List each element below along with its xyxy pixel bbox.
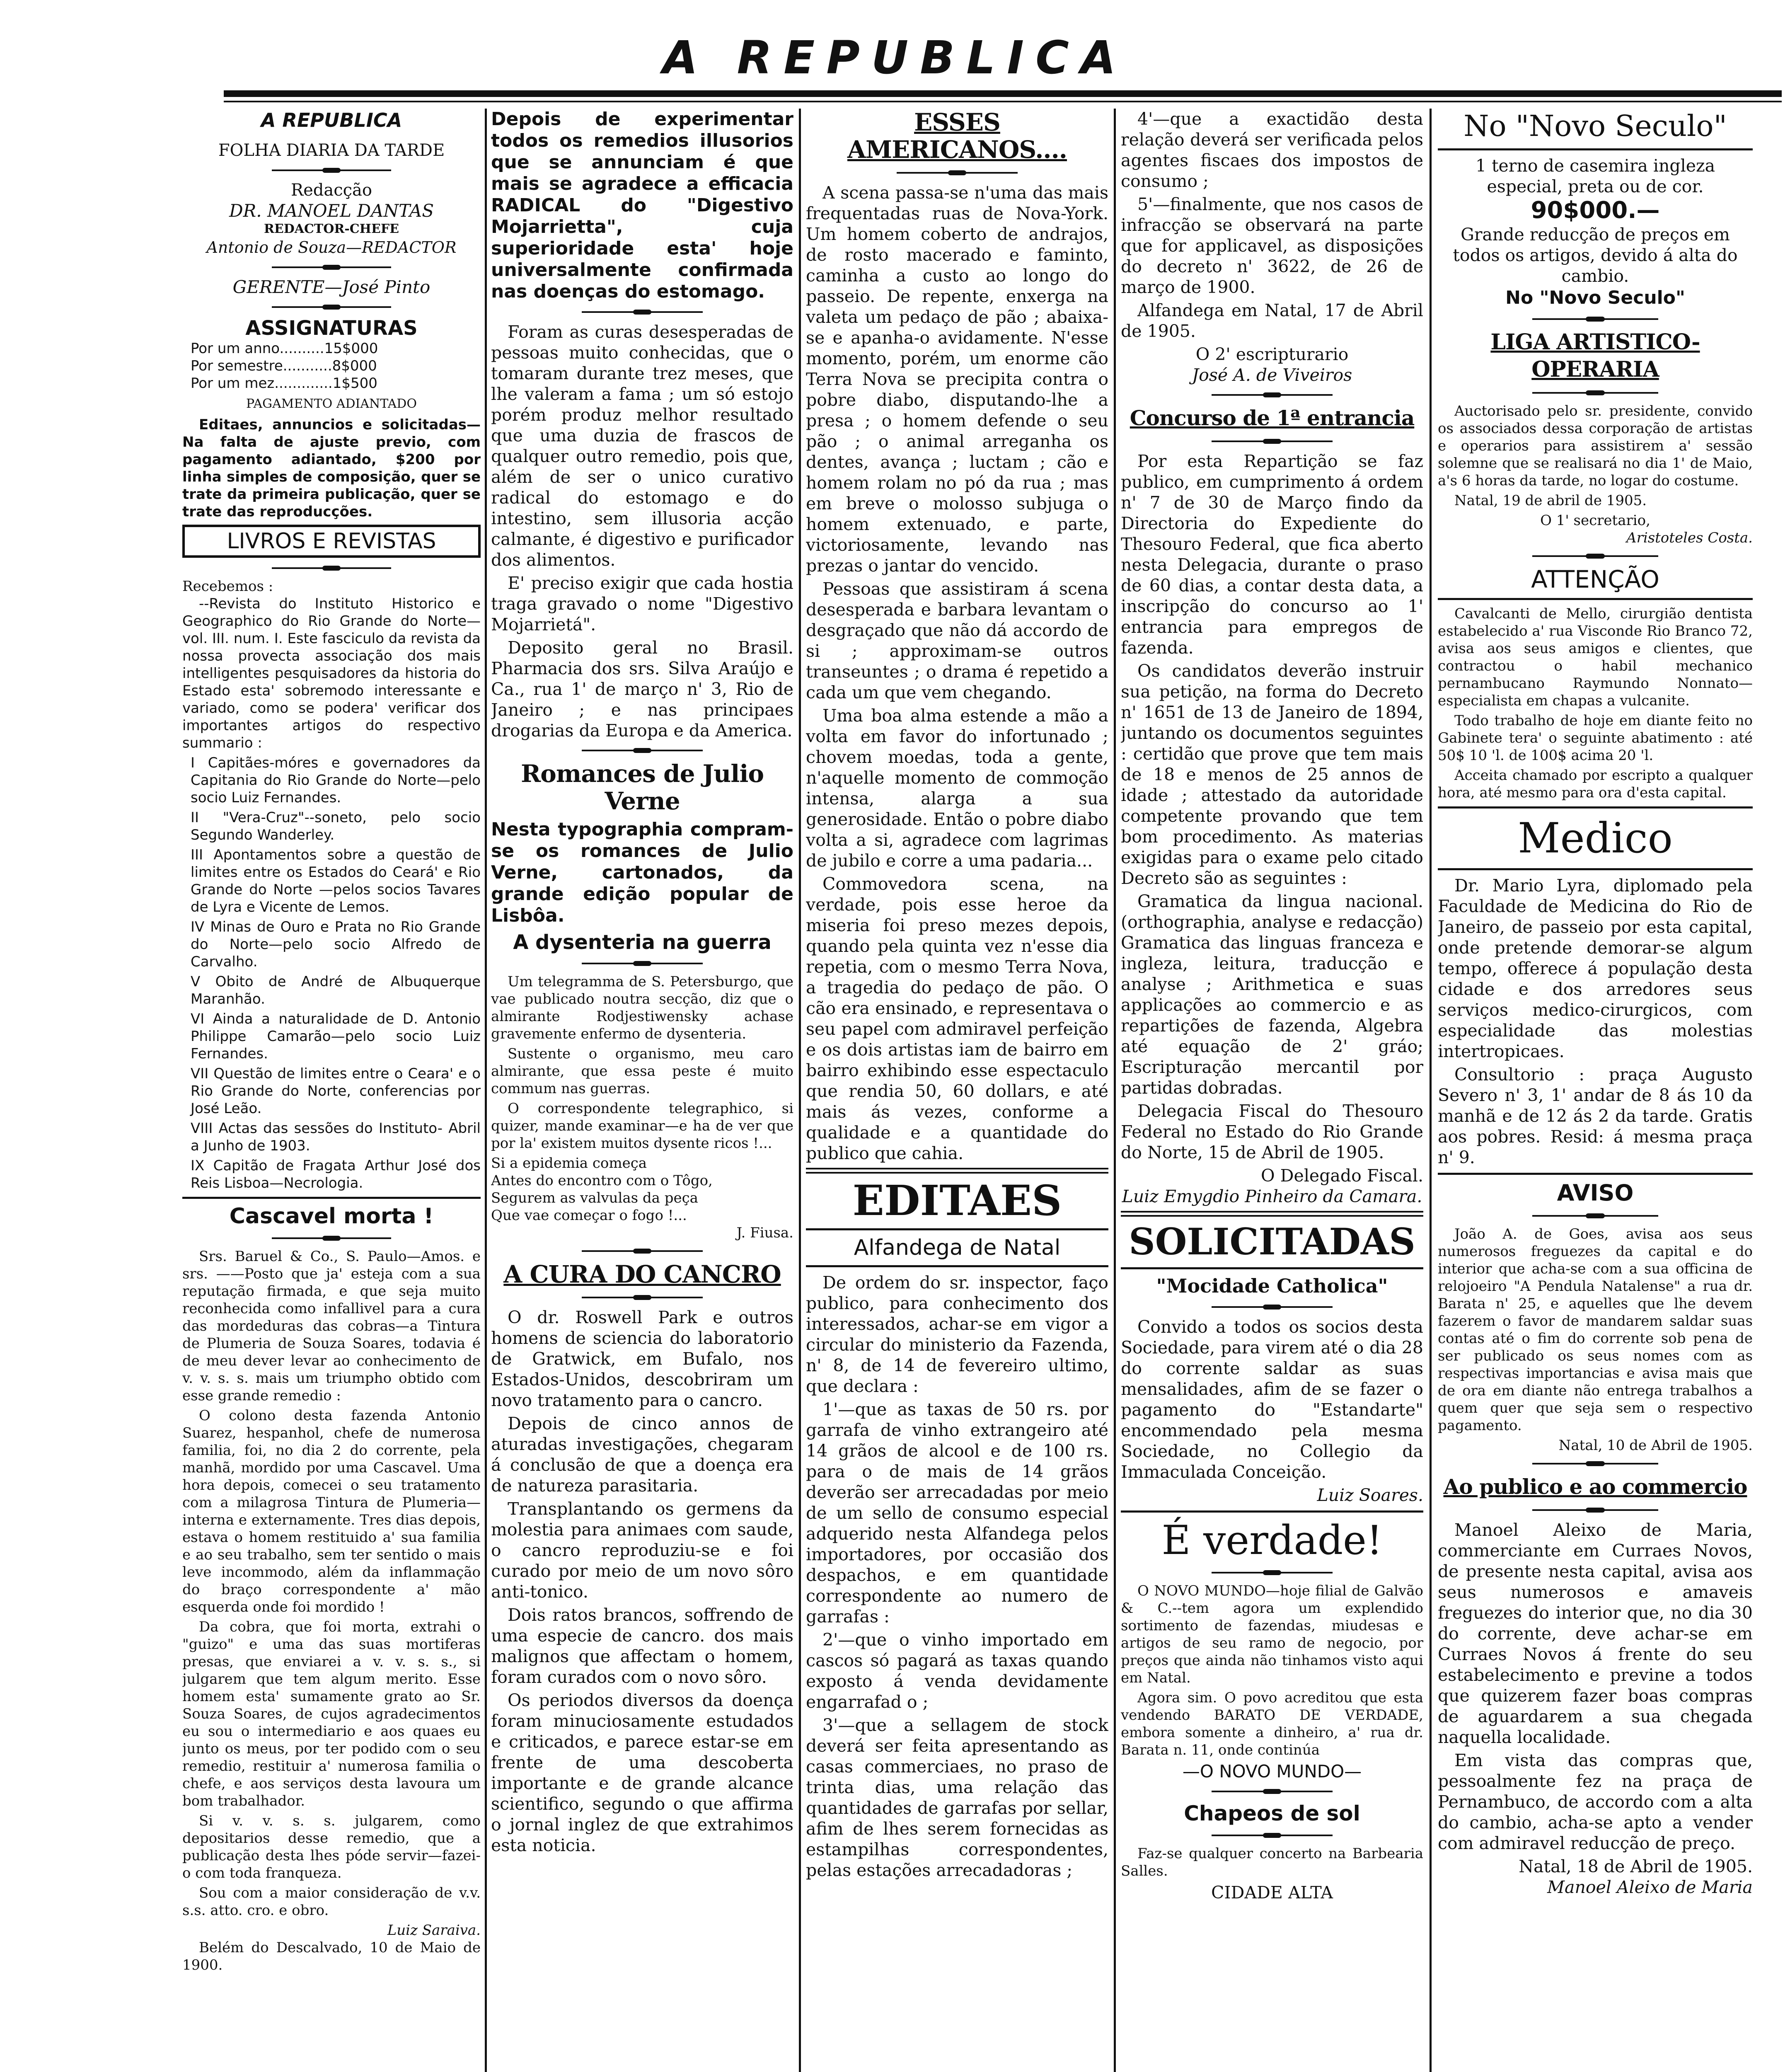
julio-verne-title: Romances de Julio Verne [520,760,764,815]
americanos-p1: A scena passa-se n'uma das mais frequentadas ruas de Nova-York. Um homem coberto de andrajos, de rosto macerado e faminto, caminha a custo ao longo do passeio. De repente, enxerga na valeta um pedaço de pão ; abaixa-se e apanha-o avidamente. N'esse momento, porém, um enorme cão Terra Nova se precipita contra o pobre diabo, disputando-lhe a presa ; o homem defende o seu pão ; o animal arreganha os dentes, avança ; luctam ; cão e homem rolam no pó da rua ; mas em breve o molosso subjuga o homem extenuado, e parte, victoriosamente, levando nas prezas o jantar do vencido. [806,183,1108,576]
director-name: DR. MANOEL DANTAS [229,201,434,221]
editaes-title: EDITAES [852,1176,1062,1225]
assign-row: Por semestre...........8$000 [191,358,377,374]
poem-line: Si a epidemia começa [491,1155,647,1172]
liga-signature-role: O 1' secretario, [1540,512,1650,529]
summary-item: VII Questão de limites entre o Ceara' e o Rio Grande do Norte, conferencias por José Leão. [191,1065,481,1117]
assign-row: Por um anno..........15$000 [191,340,378,357]
alfandega-title: Alfandega de Natal [854,1235,1061,1260]
separator [182,1232,481,1244]
summary-item: V Obito de André de Albuquerque Maranhão. [191,973,481,1007]
separator [1438,550,1753,562]
redaccao-label: Redacção [291,181,372,200]
separator [1438,1457,1753,1470]
cancro-p5: Os periodos diversos da doença foram minuciosamente estudados e criticados, e parece estar-se em frente de uma descoberta importante e de grande alcance scientifico, segundo o que affirma o jornal inglez de que extrahimos esta noticia. [491,1690,793,1855]
redactor-chefe-label: REDACTOR-CHEFE [264,222,399,236]
attencao-p1: Cavalcanti de Mello, cirurgião dentista estabelecido a' rua Visconde Rio Branco 72, avisa aos seus amigos e clientes, que contractou o habil mechanico pernambucano Raymundo Nonnato—especialista em chapas a vulcanite. [1438,605,1753,709]
separator [1121,1785,1423,1798]
dysenteria-p1: Um telegramma de S. Petersburgo, que vae publicado noutra secção, diz que o almirante Rodjestiwensky achase gravemente enfermo de dysenteria. [491,973,793,1042]
summary-item: VIII Actas das sessões do Instituto- Abril a Junho de 1903. [191,1120,481,1154]
rule [1438,1173,1753,1175]
chapeos-title: Chapeos de sol [1184,1801,1360,1825]
publico-date: Natal, 18 de Abril de 1905. [1519,1857,1753,1876]
pagamento-label: PAGAMENTO ADIANTADO [246,397,417,411]
alfandega-p5: 4'—que a exactidão desta relação deverá ser verificada pelos agentes fiscaes dos impostos de consumo ; [1121,109,1423,191]
novo-seculo-title: No "Novo Seculo" [1463,109,1727,143]
column-2 [491,109,793,2072]
solicitadas-title: SOLICITADAS [1129,1220,1415,1263]
cancro-p2: Depois de cinco annos de aturadas investigações, chegaram á conclusão de que a doença era de natureza parasitaria. [491,1414,793,1496]
medico-p1: Dr. Mario Lyra, diplomado pela Faculdade de Medicina do Rio de Janeiro, de passeio por esta capital, onde pretende demorar-se algum tempo, offerece á população desta cidade e dos arredores seus serviços medico-cirurgicos, com especialidade das molestias intertropicaes. [1438,876,1753,1061]
cascavel-p4: Si v. v. s. s. julgarem, como depositarios desse remedio, que a publicação desta lhes póde servir—fazei-o com toda franqueza. [182,1813,481,1881]
recebemos-label: Recebemos : [182,578,273,595]
cascavel-p1: Srs. Baruel & Co., S. Paulo—Amos. e srs. ——Posto que ja' esteja com a sua reputação firmada, e que seja muito reconhecida como infallivel para a cura das mordeduras das cobras—a Tintura de Plumeria de Souza Soares, todavia é de meu dever levar ao conhecimento de v. v. s. s. mais um triumpho obtido com esse grande remedio : [182,1248,481,1404]
rule [1121,1510,1423,1513]
digestivo-headline: Depois de experimentar todos os remedios illusorios que se annunciam é que mais se agradece a efficacia RADICAL do "Digestivo Mojarrietta", cuja superioridade esta' hoje universalmente confirmada nas doenças do estomago. [491,109,793,302]
alfandega-p6: 5'—finalmente, que nos casos de infracção se observará na parte que for applicavel, as disposições do decreto n' 3622, de 26 de março de 1900. [1121,194,1423,297]
separator [1121,1829,1423,1842]
concurso-signature-name: Luiz Emygdio Pinheiro da Camara. [1122,1186,1422,1206]
summary-item: VI Ainda a naturalidade de D. Antonio Philippe Camarão—pelo socio Luiz Fernandes. [191,1011,481,1062]
poem-line: Antes do encontro com o Tôgo, [491,1172,713,1189]
concurso-p2: Os candidatos deverão instruir sua petição, na forma do Decreto n' 1651 de 13 de Janeiro de 1894, juntando os documentos seguintes : certidão que prove que tem mais de 18 e menos de 25 annos de idade ; attestado da autoridade competente provando que tem bom procedimento. As materias exigidas para o exame pelo citado Decreto são as seguintes : [1121,661,1423,888]
rule [806,1228,1108,1230]
americanos-p3: Uma boa alma estende a mão a volta em favor do infortunado ; chovem moedas, toda a gente, n'aquelle momento de commoção intensa, alarga a sua generosidade. Então o pobre diabo volta a si, agradece com lagrimas de jubilo e corre a uma padaria... [806,706,1108,871]
julio-verne-text: Nesta typographia compram-se os romances de Julio Verne, cartonados, da grande edição popular de Lisbôa. [491,819,793,926]
separator [182,301,481,313]
cancro-p1: O dr. Roswell Park e outros homens de sciencia do laboratorio de Gratwick, em Bufalo, nos Estados-Unidos, descobriram um novo tratamento para o cancro. [491,1307,793,1410]
rule [1438,148,1753,150]
cancro-title: A CURA DO CANCRO [503,1260,781,1288]
alfandega-signature-role: O 2' escripturario [1195,344,1349,364]
column-divider [1114,109,1116,2072]
masthead-rule-thin [224,101,1782,102]
alfandega-date: Alfandega em Natal, 17 de Abril de 1905. [1121,300,1423,341]
rule [1121,1267,1423,1269]
column-divider [1430,109,1432,2072]
gerente-name: GERENTE—José Pinto [232,277,431,297]
rule [1438,868,1753,870]
alfandega-p4: 3'—que a sellagem de stock deverá ser feita apresentando as casas commerciaes, no praso de trinta dias, uma relação das quantidades de garrafas por sellar, afim de lhes serem fornecidas as estampilhas correspondentes, pelas estações arrecadadoras ; [806,1715,1108,1880]
summary-item: IV Minas de Ouro e Prata no Rio Grande do Norte—pelo socio Alfredo de Carvalho. [191,919,481,970]
separator [182,562,481,574]
cascavel-p2: O colono desta fazenda Antonio Suarez, hespanhol, chefe de numerosa familia, foi, no dia 2 do corrente, pela manhã, mordido por uma Cascavel. Uma hora depois, comecei o seu tratamento com a milagrosa Tintura de Plumeria—interna e externamente. Tres dias depois, estava o homem restituido a' sua familia e ao seu trabalho, sem ter sentido o mais leve incommodo, além da inflammação do braço correspondente a' mão esquerda onde foi mordido ! [182,1407,481,1615]
separator [491,744,793,757]
alfandega-signature-name: José A. de Viveiros [1192,365,1352,385]
dysenteria-title: A dysenteria na guerra [513,931,772,954]
assign-row: Por um mez.............1$500 [191,375,377,392]
aviso-title: AVISO [1557,1180,1634,1206]
concurso-signature-role: O Delegado Fiscal. [1261,1166,1423,1186]
publico-title: Ao publico e ao commercio [1443,1474,1747,1499]
cascavel-p3: Da cobra, que foi morta, extrahi o "guizo" e uma das suas mortiferas presas, que enviarei a v. v. s. s., si julgarem que tem algum merito. Esse homem esta' sumamente grato ao Sr. Souza Soares, de cujos agradecimentos eu sou o intermediario e aos quaes eu junto os meus, por ter podido com o seu remedio, restituir a' numerosa familia o chefe, e aos serviços desta lavoura um bom trabalhador. [182,1619,481,1809]
concurso-p4: Delegacia Fiscal do Thesouro Federal no Estado do Rio Grande do Norte, 15 de Abril de 1905. [1121,1101,1423,1162]
americanos-p2: Pessoas que assistiram á scena desesperada e barbara levantam o desgraçado que não dá accordo de si ; approximam-se outros transeuntes ; o drama é repetido a cada um que vem chegando. [806,579,1108,702]
concurso-p3: Gramatica da lingua nacional. (orthographia, analyse e redacção) Gramatica das linguas franceza e ingleza, leitura, traducção e analyse ; Arithmetica e suas applicações ao commercio e as repartições de fazenda, Algebra até equação de 2' gráo; Escripturação mercantil por partidas dobradas. [1121,891,1423,1098]
column-divider [485,109,487,2072]
separator [491,957,793,970]
separator [491,1245,793,1257]
separator [1121,389,1423,401]
verdade-title: É verdade! [1161,1517,1383,1564]
column-1 [182,109,481,2072]
liga-title: LIGA ARTISTICO-OPERARIA [1490,329,1700,382]
chapeos-text: Faz-se qualquer concerto na Barbearia Salles. [1121,1845,1423,1879]
separator [182,164,481,177]
assignaturas-title: ASSIGNATURAS [245,317,418,340]
americanos-p4: Commovedora scena, na verdade, pois esse heroe da miseria foi preso mezes depois, quando pela quinta vez n'esse dia repetia, com o mesmo Terra Nova, a tragedia do pedaço de pão. O cão era ensinado, e representava o seu papel com admiravel perfeição e os dois artistas iam de bairro em bairro exhibindo esse espectaculo que rendia 50, 60 dollars, e até mais ás vezes, conforme a qualidade e a quantidade do publico que cahia. [806,874,1108,1163]
poem-line: Que vae começar o fogo !... [491,1207,687,1224]
separator [806,167,1108,179]
column-divider [799,109,801,2072]
rule [806,1265,1108,1267]
double-rule [806,1168,1108,1174]
publico-signature: Manoel Aleixo de Maria [1547,1877,1753,1897]
novo-seculo-p2: Grande reducção de preços em todos os artigos, devido á alta do cambio. [1453,225,1738,286]
masthead-rule [224,90,1782,97]
verdade-p1: O NOVO MUNDO—hoje filial de Galvão & C.--tem agora um explendido sortimento de fazendas, miudesas e artigos de seu ramo de negocio, por preços que ainda não tinhamos visto aqui em Natal. [1121,1583,1423,1686]
rule [1438,806,1753,808]
alfandega-p1: De ordem do sr. inspector, faço publico, para conhecimento dos interessados, achar-se em vigor a circular do ministerio da Fazenda, n' 8, de 14 de fevereiro ultimo, que declara : [806,1273,1108,1396]
separator [182,261,481,274]
concurso-title: Concurso de 1ª entrancia [1130,406,1415,430]
attencao-p2: Todo trabalho de hoje em diante feito no Gabinete tera' o seguinte abatimento : até 50$ 10 'l. de 100$ acima 20 'l. [1438,712,1753,764]
cascavel-title: Cascavel morta ! [229,1204,434,1229]
col1-subtitle: FOLHA DIARIA DA TARDE [218,141,445,160]
novo-seculo-price: 90$000.— [1531,197,1660,224]
aviso-p1: João A. de Goes, avisa aos seus numerosos freguezes da capital e do interior que acha-se com a sua officina de relojoeiro "A Pendula Natalense" a rua dr. Barata n' 25, e aquelles que lhe devem fazerem o favor de mandarem saldar suas contas até o fim do corrente sob pena de ser publicado os seus nomes com as respectivas importancias e avisa mais que de ora em diante não entrega trabalhos a quem quer que seja sem o respectivo pagamento. [1438,1226,1753,1434]
separator [1438,387,1753,399]
publico-p2: Em vista das compras que, pessoalmente fez na praça de Pernambuco, de accordo com a alta do cambio, acha-se apto a vender com admiravel reducção de preço. [1438,1750,1753,1853]
column-3 [806,109,1108,2072]
attencao-p3: Acceita chamado por escripto a qualquer hora, até mesmo para ora d'esta capital. [1438,767,1753,801]
double-rule [1121,1211,1423,1217]
aviso-date: Natal, 10 de Abril de 1905. [1558,1437,1753,1454]
americanos-title: ESSES AMERICANOS.... [847,109,1067,164]
attencao-title: ATTENÇÃO [1531,565,1659,593]
concurso-p1: Por esta Repartição se faz publico, em cumprimento á ordem n' 7 de 30 de Março findo da Directoria do Expediente do Thesouro Federal, que fica aberto nesta Delegacia, durante o praso de 60 dias, a contar desta data, a inscripção do concurso ao 1' entrancia para empregos de fazenda. [1121,451,1423,658]
novo-seculo-signature: No "Novo Seculo" [1505,287,1685,308]
digestivo-p3: Deposito geral no Brasil. Pharmacia dos srs. Silva Araújo e Ca., rua 1' de março n' 3, Rio de Janeiro ; e nas principaes drogarias da Europa e da America. [491,638,793,741]
col1-title: A REPUBLICA [261,109,402,131]
dysenteria-signature: J. Fiusa. [736,1225,793,1241]
separator [1121,435,1423,448]
liga-signature-name: Aristoteles Costa. [1626,530,1753,546]
revista-intro: --Revista do Instituto Historico e Geographico do Rio Grande do Norte—vol. III. num. I. Este fasciculo da revista da nossa provecta associação dos mais intelligentes pesquisadores da historia do Estado esta' sobremodo interessante e variado, como se podera' verificar dos importantes artigos do respectivo summario : [182,595,481,751]
verdade-p2: Agora sim. O povo acreditou que esta vendendo BARATO DE VERDADE, embora somente a dinheiro, a' rua dr. Barata n. 11, onde continúa [1121,1690,1423,1758]
poem-line: Segurem as valvulas da peça [491,1190,698,1206]
alfandega-p3: 2'—que o vinho importado em cascos só pagará as taxas quando exposto á venda devidamente engarrafad o ; [806,1630,1108,1712]
dysenteria-p2: Sustente o organismo, meu caro almirante, que essa peste é muito commum nas guerras. [491,1046,793,1097]
separator [491,1291,793,1304]
summary-item: II "Vera-Cruz"--soneto, pelo socio Segundo Wanderley. [191,809,481,843]
digestivo-p2: E' preciso exigir que cada hostia traga gravado o nome "Digestivo Mojarrietá". [491,573,793,634]
column-5 [1438,109,1753,2072]
cascavel-signature: Luiz Saraiva. [387,1922,481,1939]
novo-seculo-p1: 1 terno de casemira ingleza especial, preta ou de cor. [1475,156,1715,196]
rule [1438,598,1753,600]
liga-p1: Auctorisado pelo sr. presidente, convido os associados dessa corporação de artistas e operarios para assistirem a' sessão solemne que se realisará no dia 1' de Maio, a's 6 horas da tarde, no logar do costume. [1438,403,1753,489]
cancro-p4: Dois ratos brancos, soffrendo de uma especie de cancro. dos mais malignos que affectam o homem, foram curados com o novo sôro. [491,1605,793,1687]
liga-date: Natal, 19 de abril de 1905. [1454,492,1647,509]
masthead: A REPUBLICA [663,31,1127,84]
mocidade-signature: Luiz Soares. [1317,1485,1423,1505]
summary-item: I Capitães-móres e governadores da Capitania do Rio Grande do Norte—pelo socio Luiz Fernandes. [191,755,481,806]
summary-item: IX Capitão de Fragata Arthur José dos Reis Lisboa—Necrologia. [191,1157,481,1191]
cascavel-p5: Sou com a maior consideração de v.v. s.s. atto. cro. e obro. [182,1885,481,1919]
summary-item: III Apontamentos sobre a questão de limites entre os Estados do Ceará' e Rio Grande do Norte —pelos socios Tavares de Lyra e Vicente de Lemos. [191,847,481,915]
medico-title: Medico [1518,814,1673,862]
mocidade-p1: Convido a todos os socios desta Sociedade, para virem até o dia 28 do corrente saldar as suas mensalidades, afim de se fazer o pagamento do "Estandarte" encommendado pela mesma Sociedade, no Collegio da Immaculada Conceição. [1121,1317,1423,1482]
medico-p2: Consultorio : praça Augusto Severo n' 3, 1' andar de 8 ás 10 da manhã e de 12 ás 2 da tarde. Gratis aos pobres. Resid: á mesma praça n' 9. [1438,1065,1753,1167]
separator [1438,1504,1753,1516]
separator [491,306,793,318]
separator [1121,1566,1423,1579]
editaes-note: Editaes, annuncios e solicitadas—Na falta de ajuste previo, com pagamento adiantado, $200 por linha simples de composição, quer se trate da primeira publicação, quer se trate das reproducções. [182,416,481,520]
publico-p1: Manoel Aleixo de Maria, commerciante em Curraes Novos, de presente nesta capital, avisa aos seus numerosos e amaveis freguezes do interior que, no dia 30 do corrente, deve achar-se em Curraes Novos á frente do seu estabelecimento e previne a todos que quizerem fazer boas compras de aguardarem a sua chegada naquella localidade. [1438,1520,1753,1747]
chapeos-signature: CIDADE ALTA [1211,1883,1333,1903]
separator [1438,1210,1753,1222]
column-4 [1121,109,1423,2072]
dysenteria-p3: O correspondente telegraphico, si quizer, mande examinar—e ha de ver que por la' existem muitos dysente ricos !... [491,1100,793,1152]
separator [1438,313,1753,325]
summary-list [182,754,481,1192]
alfandega-p2: 1'—que as taxas de 50 rs. por garrafa de vinho extrangeiro até 14 grãos de alcool e de 100 rs. para o de mais de 14 grãos deverão ser arrecadadas por meio de um sello de consumo especial adquerido nesta Alfandega pelos importadores, por occasião dos despachos, e em quantidade correspondente ao numero de garrafas : [806,1399,1108,1627]
mocidade-title: "Mocidade Catholica" [1156,1275,1388,1297]
redactor-name: Antonio de Souza—REDACTOR [206,238,457,257]
cancro-p3: Transplantando os germens da molestia para animaes com saude, o cancro reproduziu-se e foi curado por meio de um novo sôro anti-tonico. [491,1499,793,1602]
digestivo-p1: Foram as curas desesperadas de pessoas muito conhecidas, que o tomaram durante trez meses, que lhe valeram a fama ; um só estojo porém produz melhor resultado que uma duzia de frascos de qualquer outro remedio, pois que, além de ser o unico curativo radical do estomago e do intestino, sem illusoria acção calmante, é digestivo e purificador dos alimentos. [491,322,793,570]
verdade-signature: —O NOVO MUNDO— [1182,1761,1362,1782]
livros-title: LIVROS E REVISTAS [182,525,481,558]
separator [1121,1301,1423,1313]
cascavel-date: Belém do Descalvado, 10 de Maio de 1900. [182,1939,481,1973]
rule [182,1197,481,1199]
